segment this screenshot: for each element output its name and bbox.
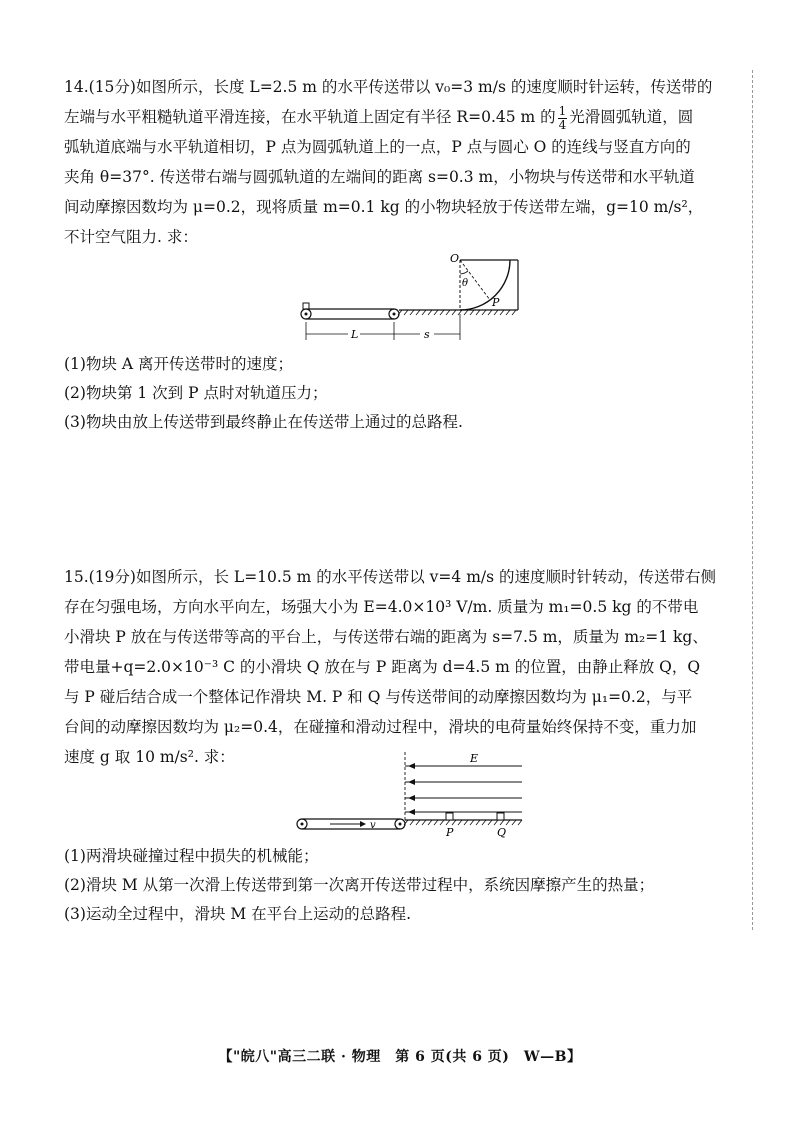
- q14-line-6: 不计空气阻力. 求：: [64, 228, 198, 246]
- q14-line-2: 左端与水平粗糙轨道平滑连接，在水平轨道上固定有半径 R=0.45 m 的 $\frac{1}{4}$ 光滑圆弧轨道，圆: [64, 103, 694, 132]
- q15-sub-2: (2)滑块 M 从第一次滑上传送带到第一次离开传送带过程中，系统因摩擦产生的热量；: [64, 876, 655, 894]
- label-theta: θ: [462, 278, 469, 289]
- q15-line-6: 台间的动摩擦因数均为 μ₂=0.4，在碰撞和滑动过程中，滑块的电荷量始终保持不变，重力加: [64, 718, 697, 736]
- label-L: L: [351, 328, 359, 341]
- question-14-subparts: [64, 350, 744, 437]
- q14-sub-3: (3)物块由放上传送带到最终静止在传送带上通过的总路程.: [64, 413, 463, 431]
- block-P: [446, 813, 453, 820]
- label-v: v: [370, 820, 376, 831]
- q15-sub-3: (3)运动全过程中，滑块 M 在平台上运动的总路程.: [64, 905, 412, 923]
- q14-figure: [290, 250, 530, 350]
- q14-line-5: 间动摩擦因数均为 μ=0.2，现将质量 m=0.1 kg 的小物块轻放于传送带左端，g=10 m/s²，: [64, 198, 704, 216]
- q15-line-7: 速度 g 取 10 m/s². 求：: [64, 748, 235, 766]
- q14-line-4: 夹角 θ=37°. 传送带右端与圆弧轨道的左端间的距离 s=0.3 m，小物块与传送带和水平轨道: [64, 168, 695, 186]
- conveyor-belt-15: [297, 819, 405, 829]
- question-14: [64, 72, 744, 252]
- label-O: O: [450, 252, 460, 265]
- q15-line-2: 存在匀强电场，方向水平向左，场强大小为 E=4.0×10³ V/m. 质量为 m₁=0.5 kg 的不带电: [64, 598, 699, 616]
- question-15-subparts: [64, 842, 744, 929]
- quarter-fraction: $\frac{1}{4}$: [558, 103, 567, 132]
- page-footer: 【"皖八"高三二联 · 物理 第 6 页(共 6 页) W—B】: [218, 1049, 582, 1065]
- q15-line-4: 带电量+q=2.0×10⁻³ C 的小滑块 Q 放在与 P 距离为 d=4.5 m 的位置，由静止释放 Q，Q: [64, 658, 701, 676]
- label-Q-15: Q: [497, 826, 507, 839]
- label-s: s: [424, 328, 430, 341]
- question-15: [64, 562, 744, 772]
- rough-track: [398, 310, 518, 315]
- block-Q: [497, 813, 504, 820]
- q15-figure: [290, 748, 530, 840]
- q15-line-1: 15.(19分)如图所示，长 L=10.5 m 的水平传送带以 v=4 m/s 的速度顺时针转动，传送带右侧: [64, 568, 717, 586]
- arc-track: [460, 260, 518, 310]
- q14-sub-2: (2)物块第 1 次到 P 点时对轨道压力；: [64, 384, 328, 402]
- binding-line: [752, 70, 754, 930]
- q14-line-1: 14.(15分)如图所示，长度 L=2.5 m 的水平传送带以 v₀=3 m/s 的速度顺时针运转，传送带的: [64, 78, 713, 96]
- q15-line-3: 小滑块 P 放在与传送带等高的平台上，与传送带右端的距离为 s=7.5 m，质量为 m₂=1 kg、: [64, 628, 708, 646]
- q14-line-3: 弧轨道底端与水平轨道相切，P 点为圆弧轨道上的一点，P 点与圆心 O 的连线与竖直方向的: [64, 138, 691, 156]
- label-P-15: P: [446, 826, 454, 839]
- q15-sub-1: (1)两滑块碰撞过程中损失的机械能；: [64, 847, 319, 865]
- conveyor-belt: [301, 303, 399, 319]
- label-E: E: [470, 752, 479, 765]
- label-P: P: [492, 296, 500, 309]
- q15-line-5: 与 P 碰后结合成一个整体记作滑块 M. P 和 Q 与传送带间的动摩擦因数均为 μ₁=0.2，与平: [64, 688, 693, 706]
- dimension-lines: [306, 314, 460, 340]
- platform: [404, 813, 522, 825]
- q14-sub-1: (1)物块 A 离开传送带时的速度；: [64, 355, 294, 373]
